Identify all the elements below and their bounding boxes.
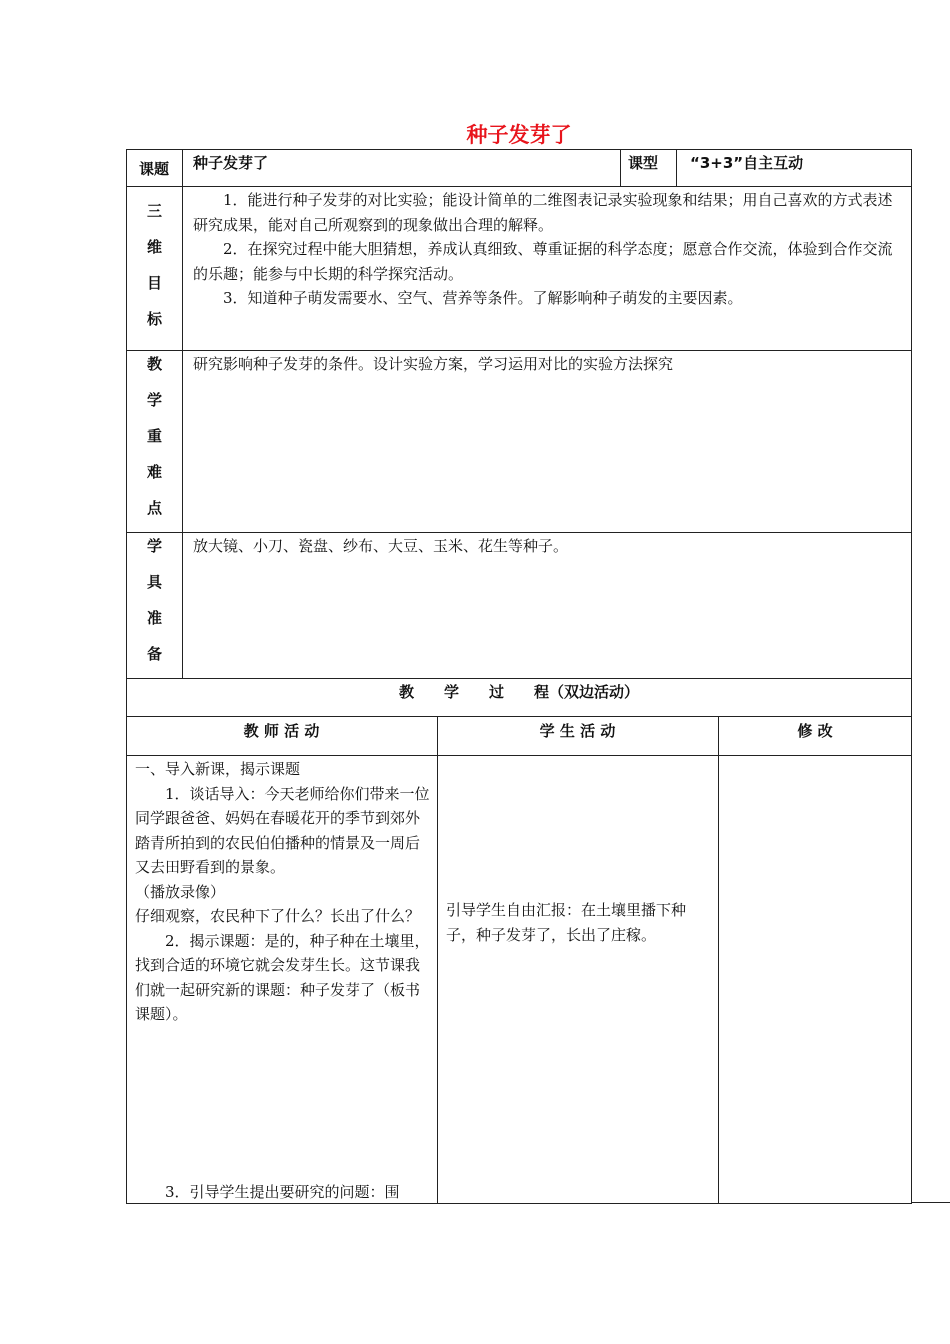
label-char: 备 bbox=[146, 645, 162, 663]
teacher-paragraph: 仔细观察，农民种下了什么？长出了什么？ bbox=[135, 907, 421, 925]
goal-item: 1．能进行种子发芽的对比实验；能设计简单的二维图表记录实验现象和结果；用自己喜欢的方式表述研究成果，能对自己所观察到的现象做出合理的解释。 bbox=[193, 191, 893, 234]
page-title: 种子发芽了 bbox=[466, 123, 572, 147]
teacher-paragraph: （播放录像） bbox=[135, 882, 226, 901]
student-column-header: 学 生 活 动 bbox=[539, 722, 616, 740]
col-divider bbox=[718, 716, 719, 1204]
student-activity: 引导学生自由汇报：在土壤里播下种子，种子发芽了，长出了庄稼。 bbox=[446, 901, 687, 944]
row-divider bbox=[126, 755, 912, 756]
teacher-activity-continued: 3．引导学生提出要研究的问题：围 bbox=[165, 1183, 400, 1201]
goal-item: 2．在探究过程中能大胆猜想，养成认真细致、尊重证据的科学态度；愿意合作交流，体验到合作交流的乐趣；能参与中长期的科学探究活动。 bbox=[193, 240, 893, 283]
row-divider bbox=[126, 716, 912, 717]
topic-value: 种子发芽了 bbox=[193, 154, 269, 172]
topic-label: 课题 bbox=[138, 160, 169, 178]
col-divider bbox=[182, 149, 183, 678]
label-char: 准 bbox=[146, 609, 162, 627]
label-char: 目 bbox=[146, 274, 162, 292]
row-divider bbox=[126, 186, 912, 187]
label-char: 教 bbox=[146, 355, 162, 373]
teacher-paragraph: 2．揭示课题：是的，种子种在土壤里，找到合适的环境它就会发芽生长。这节课我们就一起研究新的课题：种子发芽了（板书课题）。 bbox=[135, 931, 430, 1023]
teacher-column-header: 教 师 活 动 bbox=[243, 722, 320, 740]
row-divider bbox=[126, 350, 912, 351]
label-char: 标 bbox=[146, 310, 162, 328]
row-divider bbox=[126, 678, 912, 679]
teacher-activity bbox=[135, 757, 431, 1027]
teacher-paragraph: 一、导入新课，揭示课题 bbox=[135, 760, 301, 778]
type-label: 课型 bbox=[628, 154, 659, 172]
goals-label bbox=[127, 193, 182, 337]
col-divider bbox=[676, 149, 677, 186]
materials-label bbox=[127, 528, 182, 672]
label-char: 点 bbox=[146, 499, 162, 517]
col-divider bbox=[620, 149, 621, 186]
teacher-paragraph: 1．谈话导入：今天老师给你们带来一位同学跟爸爸、妈妈在春暖花开的季节到郊外踏青所拍到的农民伯伯播种的情景及一周后又去田野看到的景象。 bbox=[135, 784, 430, 876]
col-divider bbox=[437, 716, 438, 1204]
label-char: 学 bbox=[146, 391, 162, 409]
materials-content: 放大镜、小刀、瓷盘、纱布、大豆、玉米、花生等种子。 bbox=[193, 537, 569, 555]
type-value: “3+3”自主互动 bbox=[690, 154, 804, 172]
label-char: 维 bbox=[146, 238, 162, 256]
label-char: 难 bbox=[146, 463, 162, 481]
key-points-content: 研究影响种子发芽的条件。设计实验方案，学习运用对比的实验方法探究 bbox=[193, 355, 674, 373]
label-char: 具 bbox=[146, 573, 162, 591]
row-divider bbox=[126, 532, 912, 533]
page-edge-mark bbox=[912, 1202, 950, 1203]
key-points-label bbox=[127, 346, 182, 526]
label-char: 三 bbox=[146, 202, 162, 220]
revise-column-header: 修 改 bbox=[797, 722, 833, 740]
label-char: 学 bbox=[146, 537, 162, 555]
label-char: 重 bbox=[146, 427, 162, 445]
process-heading: 教 学 过 程（双边活动） bbox=[398, 683, 639, 701]
goal-item: 3．知道种子萌发需要水、空气、营养等条件。了解影响种子萌发的主要因素。 bbox=[223, 289, 743, 307]
goals-content bbox=[193, 188, 903, 311]
